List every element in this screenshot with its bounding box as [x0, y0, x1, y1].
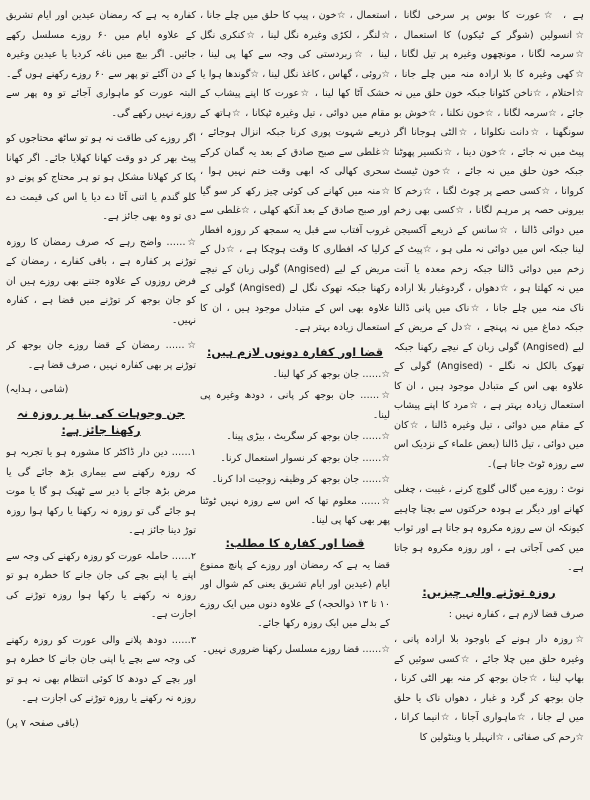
paragraph: ہے ، ☆عورت کا بوس پر سرخی لگانا ، ☆انسولین (شوگر کے ٹیکوں) کا استعمال ، ☆سرمہ لگانا ، مونچھوں وغیرہ پر تیل لگانا ، ☆کھی وغیرہ کا بلا ارادہ منہ میں چلے جانا ، ☆احتلام ، ☆ناخن کٹوانا جبکہ خون حلق میں نہ جائے ، ☆سرمہ لگانا ، ☆خون نکلنا ، ☆خوش بو سونگھنا ، ☆دانت نکلوانا ، ☆الٹی ہوجانا اگر پیٹ میں نہ جائے ، ☆خون دینا ، ☆نکسیر پھوٹنا جبکہ خون حلق میں نہ جائے ، ☆خون ٹیسٹ کروانا ، ☆کسی حصے پر چوٹ لگنا ، ☆زخم کا بیرونی حصہ پر مرہم لگانا ، ☆کسی بھی زخم میں دوائی ڈالنا ، ☆سانس کے ذریعے آکسیجن لینا جبکہ اس میں دوائی نہ ملی ہو ، ☆پیٹ کے زخم میں دوائی ڈالنا جبکہ زخم معدہ یا آنت میں نہ کھلتا ہو ، ☆دھواں ، گردوغبار بلا ارادہ ناک منہ میں چلے جانا ، ☆ناک میں پانی ڈالنا جبکہ دماغ میں نہ پہنچے ، ☆دل کے مریض کے لیے (Angised) گولی زبان کے نیچے رکھنا جبکہ تھوک بالکل نہ نگلے - (Angised) گولی کے علاوہ بھی اس کے متبادل موجود ہیں ، ان کا استعمال زیادہ بہتر ہے ، ☆مرد کا اپنے پیشاب کے مقام میں دوائی ، تیل وغیرہ ڈالنا ، ☆کان میں دوائی ، تیل ڈالنا (بعض علماء کے نزدیک اس سے روزہ ٹوٹ جاتا ہے)۔	[394, 10, 584, 470]
column-middle	[200, 6, 390, 796]
paragraph: ☆…… واضح رہے کہ صرف رمضان کا روزہ توڑنے پر کفارہ ہے ، باقی کفارے ، رمضان کے فرض روزوں کے علاوہ جتنے بھی روزے ہیں ان کو جان بوجھ کر توڑنے میں قضا ہے ، کفارہ نہیں۔	[6, 236, 196, 326]
paragraph: استعمال ، ☆خون ، پیپ کا حلق میں چلے جانا ، ☆لنگر ، لکڑی وغیرہ نگل لینا ، ☆کنکری نگل لینا ، ☆زبردستی کی وجہ سے کھا پی لینا ، ☆روئی ، گھاس ، کاغذ نگل لینا ، ☆گوندھا ہوا یا خشک آٹا کھا لینا ، ☆عورت کا اپنے پیشاب کے مقام میں دوائی ، تیل وغیرہ ٹپکانا ، ☆ہاتھ کے ذریعے شہوت پوری کرنا جبکہ انزال ہوجائے ، ☆غلطی سے صبح صادق کے بعد یہ گمان کرکے سحری کھالی کہ ابھی وقت ختم نہیں ہوا ، ☆منہ میں کھانے کی کوئی چیز رکھ کر سو گیا اور صبح صادق کے بعد آنکھ کھلی ، ☆غلطی سے غروب آفتاب سے قبل یہ سمجھ کر روزہ افطار کرلیا کہ افطاری کا وقت ہوچکا ہے ، ☆دل کے مریض کے لیے (Angised) گولی زبان کے نیچے رکھنا جبکہ تھوک نگل لے (Angised) گولی کے علاوہ بھی اس کے متبادل موجود ہیں ، ان کا استعمال زیادہ بہتر ہے۔	[200, 10, 390, 333]
paragraph: ☆روزہ دار ہونے کے باوجود بلا ارادہ پانی ، وغیرہ حلق میں چلا جائے ، ☆کسی سوئیں کے بھاپ لینا ، ☆جان بوجھ کر منہ بھر الٹی کرنا ، جان بوجھ کر گرد و غبار ، دھواں ناک یا حلق میں لے جانا ، ☆ماہواری آجانا ، ☆انیما کرانا ، ☆رحم کی صفائی ، ☆انہیلر یا وینٹولین کا	[394, 634, 584, 743]
reference: (شامی ، ہدایہ)	[6, 384, 69, 395]
paragraph: ☆…… رمضان کے قضا روزے جان بوجھ کر توڑنے پر بھی کفارہ نہیں ، صرف قضا ہے۔	[6, 340, 196, 371]
section-heading: جن وجوہات کی بنا پر روزہ نہ رکھنا جائز ہے:	[17, 406, 185, 437]
paragraph: ۱…… دین دار ڈاکٹر کا مشورہ ہو یا تجربہ ہو کہ روزہ رکھنے سے بیماری بڑھ جائے گی یا مرض بڑھ جائے یا دیر سے ٹھیک ہو گا یا موت ہو جائے گی تو روزہ نہ رکھنا یا رکھا ہوا روزہ توڑ دینا جائز ہے۔	[6, 447, 196, 536]
paragraph: ۳…… دودھ پلانے والی عورت کو روزہ رکھنے کی وجہ سے بچے یا اپنی جان جانے کا خطرہ ہو اور بچے کے دودھ کا کوئی انتظام بھی نہ ہو تو روزہ نہ رکھنے یا روزہ توڑنے کی اجازت ہے۔	[6, 634, 196, 704]
list-item: ☆…… معلوم تھا کہ اس سے روزہ نہیں ٹوٹتا پھر بھی کھا پی لینا۔	[200, 495, 390, 526]
note-paragraph: نوٹ : روزے میں گالی گلوچ کرنے ، غیبت ، چغلی کھانے اور دیگر بے ہودہ حرکتوں سے بچنا چاہیے کیونکہ ان سے روزہ مکروہ ہو جاتا ہے اور ثواب میں کمی آجاتی ہے ، اور روزہ مکروہ ہو جاتا ہے۔	[394, 484, 584, 573]
paragraph: صرف قضا لازم ہے ، کفارہ نہیں :	[448, 608, 584, 620]
list	[200, 365, 390, 531]
paragraph: اگر روزے کی طاقت نہ ہو تو ساٹھ محتاجوں کو پیٹ بھر کر دو وقت کھانا کھلایا جائے۔ اگر کھانا پکا کر کھلانا مشکل ہو تو ہر محتاج کو پونے دو کلو گندم یا اتنی آٹا دے دیا یا اس کی قیمت دے دی تو وہ بھی جائز ہے۔	[6, 133, 196, 222]
column-left	[6, 6, 196, 796]
section-heading: قضا اور کفارہ دونوں لازم ہیں:	[206, 344, 384, 359]
paragraph: ☆…… قضا روزے مسلسل رکھنا ضروری نہیں۔	[202, 643, 390, 655]
list-item: ☆…… جان بوجھ کر پانی ، دودھ وغیرہ پی لینا۔	[200, 390, 390, 421]
section-heading: قضا اور کفارہ کا مطلب:	[225, 535, 365, 550]
column-right	[394, 6, 584, 796]
continuation-note: (باقی صفحہ ۷ پر)	[6, 717, 79, 729]
paragraph: ۲…… حاملہ عورت کو روزہ رکھنے کی وجہ سے اپنے یا اپنے بچے کی جان جانے کا خطرہ ہو تو روزہ نہ رکھنے یا رکھا ہوا روزہ توڑنے کی اجازت ہے۔	[6, 550, 196, 620]
list-item: ☆…… جان بوجھ کر نسوار استعمال کرنا۔	[220, 452, 390, 464]
list-item: ☆…… جان بوجھ کر وظیفہ زوجیت ادا کرنا۔	[211, 474, 390, 485]
paragraph: کفارہ یہ ہے کہ رمضان عیدین اور ایام تشریق کے علاوہ ایام میں ۶۰ روزے مسلسل رکھے جائیں۔ اگر بیچ میں ناغہ کردیا یا عیدین وغیرہ کے دن آگئے تو پھر سے ۶۰ روزے رکھنے ہوں گے۔ البتہ عورت کو ماہواری آجائے تو وہ پھر سے روزے نہیں رکھے گی۔	[6, 10, 196, 119]
paragraph: قضا یہ ہے کہ رمضان اور روزے کے پانچ ممنوع ایام (عیدین اور ایام تشریق یعنی کم شوال اور ۱۰ تا ۱۳ ذوالحجہ) کے علاوہ دنوں میں ایک روزے کے بدلے میں ایک روزہ رکھا جائے۔	[200, 559, 390, 629]
list-item: ☆…… جان بوجھ کر کھا لینا۔	[272, 368, 390, 380]
section-heading: روزہ توڑنے والی چیزیں:	[422, 584, 556, 599]
list-item: ☆…… جان بوجھ کر سگریٹ ، بیڑی پینا۔	[226, 431, 390, 442]
